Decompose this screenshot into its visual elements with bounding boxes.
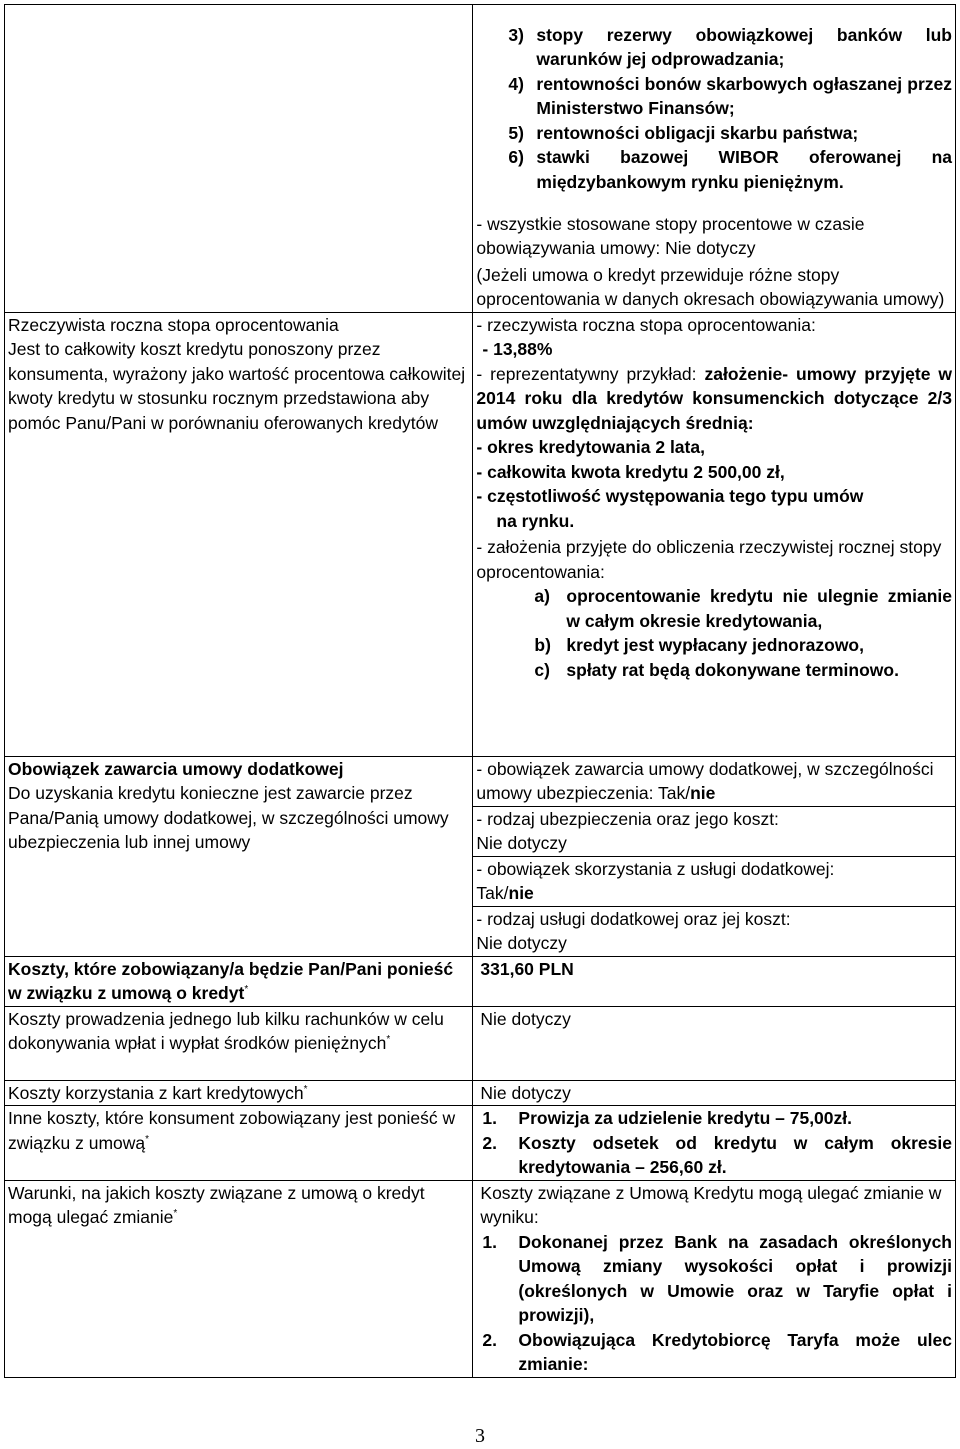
- row4-left-cell: Koszty, które zobowiązany/a będzie Pan/Pani ponieść w związku z umową o kredyt*: [5, 956, 473, 1006]
- example-prefix: - reprezentatywny przykład:: [476, 363, 697, 384]
- row4-right-cell: [473, 956, 956, 1006]
- obligation-block: - obowiązek zawarcia umowy dodatkowej, w szczególności umowy ubezpieczenia: Tak/nie: [473, 757, 955, 807]
- example-item: - częstotliwość występowania tego typu umów: [476, 486, 864, 506]
- row8-right-cell: [473, 1180, 956, 1377]
- other-costs-list: [476, 1106, 952, 1180]
- row6-left-cell: Koszty korzystania z kart kredytowych*: [5, 1080, 473, 1106]
- list-item: 1. Dokonanej przez Bank na zasadach określonych Umową zmiany wysokości opłat i prowizji (określonych w Umowie oraz w Taryfie opłat i prowizji),: [482, 1231, 952, 1325]
- row7-left-cell: Inne koszty, które konsument zobowiązany jest ponieść w związku z umową*: [5, 1106, 473, 1181]
- row2-left-cell: [5, 312, 473, 756]
- example-item: - całkowita kwota kredytu 2 500,00 zł,: [476, 461, 785, 482]
- apr-title: Rzeczywista roczna stopa oprocentowania: [8, 314, 339, 335]
- cost-change-list: [476, 1230, 952, 1377]
- example-item-continuation: na rynku.: [496, 510, 575, 531]
- list-item: 2. Koszty odsetek od kredytu w całym okresie kredytowania – 256,60 zł.: [482, 1132, 952, 1177]
- service-type-block: - rodzaj usługi dodatkowej oraz jej koszt: Nie dotyczy: [476, 908, 791, 953]
- row7-right-cell: [473, 1106, 956, 1181]
- additional-agreement-title: Obowiązek zawarcia umowy dodatkowej: [8, 758, 344, 779]
- row-cost-change-conditions: [5, 1180, 956, 1377]
- example-item: - okres kredytowania 2 lata,: [476, 437, 705, 457]
- row3-right-cell: [473, 756, 956, 956]
- row5-right-cell: Nie dotyczy: [473, 1006, 956, 1080]
- row8-left-cell: Warunki, na jakich koszty związane z umową o kredyt mogą ulegać zmianie*: [5, 1180, 473, 1377]
- list-item: 4) rentowności bonów skarbowych ogłaszanej przez Ministerstwo Finansów;: [508, 73, 952, 118]
- rates-note: (Jeżeli umowa o kredyt przewiduje różne stopy oprocentowania w danych okresach obowiązywania umowy): [476, 264, 945, 309]
- row5-left-cell: Koszty prowadzenia jednego lub kilku rachunków w celu dokonywania wpłat i wypłat środków pieniężnych*: [5, 1006, 473, 1080]
- service-block: - obowiązek skorzystania z usługi dodatkowej: Tak/nie: [473, 857, 955, 907]
- insurance-block: - rodzaj ubezpieczenia oraz jego koszt: Nie dotyczy: [473, 807, 955, 857]
- row-interest-rate-factors: [5, 5, 956, 313]
- list-item: b) kredyt jest wypłacany jednorazowo,: [534, 635, 864, 655]
- row2-right-cell: [473, 312, 956, 756]
- assumptions-list: [476, 584, 952, 682]
- row-additional-agreement: [5, 756, 956, 956]
- list-item: c) spłaty rat będą dokonywane terminowo.: [534, 659, 899, 680]
- rates-label: - wszystkie stosowane stopy procentowe w czasie obowiązywania umowy: Nie dotyczy: [476, 213, 865, 258]
- row1-right-cell: [473, 5, 956, 313]
- row6-right-cell: Nie dotyczy: [473, 1080, 956, 1106]
- total-costs-value: 331,60 PLN: [480, 958, 574, 979]
- page-number: 3: [475, 1425, 485, 1447]
- list-item: 1. Prowizja za udzielenie kredytu – 75,00zł.: [482, 1108, 852, 1128]
- row-card-costs: [5, 1080, 956, 1106]
- list-item: 2. Obowiązująca Kredytobiorcę Taryfa może ulec zmianie:: [482, 1329, 952, 1374]
- row-other-costs: [5, 1106, 956, 1181]
- apr-description: Jest to całkowity koszt kredytu ponoszony przez konsumenta, wyrażony jako wartość procentowa całkowitej kwoty kredytu w stosunku rocznym przedstawiona aby pomóc Panu/Pani w porównaniu oferowanych kredytów: [8, 339, 466, 433]
- list-item: 5) rentowności obligacji skarbu państwa;: [508, 122, 859, 143]
- example-assumption: założenie- umowy przyjęte w 2014 roku dla kredytów konsumenckich dotyczące 2/3 umów uwzględniających średnią:: [476, 363, 952, 433]
- row-apr: [5, 312, 956, 756]
- row-account-costs: [5, 1006, 956, 1080]
- total-costs-title: Koszty, które zobowiązany/a będzie Pan/Pani ponieść w związku z umową o kredyt: [8, 958, 454, 1003]
- additional-agreement-description: Do uzyskania kredytu konieczne jest zawarcie przez Pana/Panią umowy dodatkowej, w szczególności umowy ubezpieczenia lub innej umowy: [8, 783, 449, 852]
- representative-example: [476, 362, 952, 436]
- assumptions-label: - założenia przyjęte do obliczenia rzeczywistej rocznej stopy oprocentowania:: [476, 537, 942, 582]
- row3-left-cell: [5, 756, 473, 956]
- apr-label: - rzeczywista roczna stopa oprocentowania:: [476, 314, 816, 335]
- row1-left-cell: [5, 5, 473, 313]
- list-item: 6) stawki bazowej WIBOR oferowanej na międzybankowym rynku pieniężnym.: [508, 147, 952, 192]
- information-table: [4, 4, 956, 1378]
- cost-change-intro: Koszty związane z Umową Kredytu mogą ulegać zmianie w wyniku:: [480, 1182, 942, 1227]
- list-item: 3) stopy rezerwy obowiązkowej banków lub warunków jej odprowadzania;: [508, 24, 952, 69]
- list-item: a) oprocentowanie kredytu nie ulegnie zmianie w całym okresie kredytowania,: [534, 586, 952, 631]
- row-total-costs: [5, 956, 956, 1006]
- rate-factors-list: [476, 23, 952, 195]
- apr-value: - 13,88%: [482, 339, 553, 359]
